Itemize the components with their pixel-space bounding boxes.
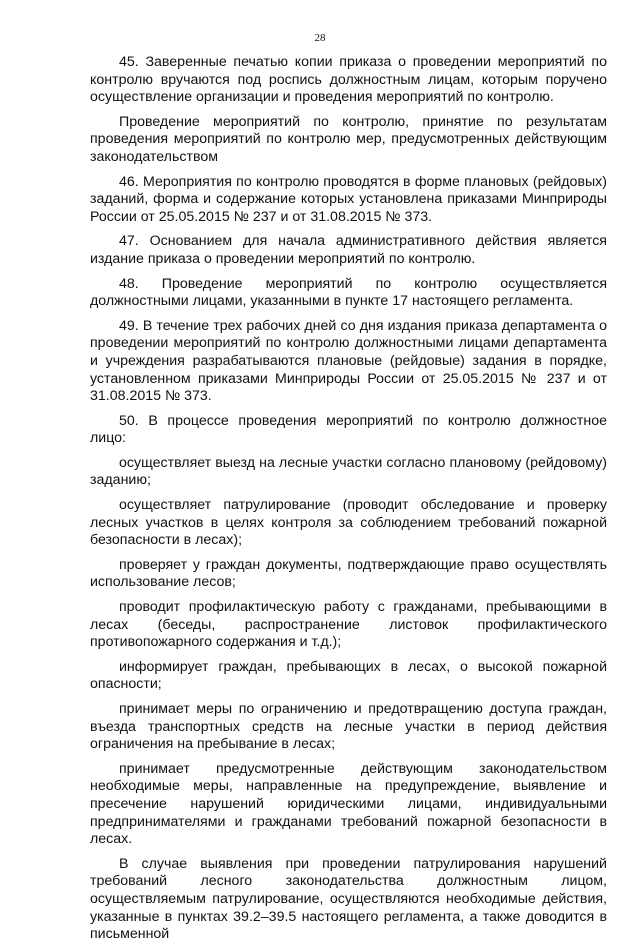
paragraph-49: 49. В течение трех рабочих дней со дня издания приказа департамента о проведении мероприятий по контролю должностными лицами департамента и учреждения разрабатываются плановые (рейдовые) задания в порядке, установленном приказами Минприроды России от 25.05.2015 № 237 и от 31.08.2015 № 373. [90, 317, 607, 405]
paragraph-48: 48. Проведение мероприятий по контролю осуществляется должностными лицами, указанными в пункте 17 настоящего регламента. [90, 275, 607, 310]
page-number: 28 [314, 32, 326, 44]
list-item-violation-measures: принимает предусмотренные действующим законодательством необходимые меры, направленные на предупреждение, выявление и пресечение нарушений юридическими лицами, индивидуальными предпринимателями и гражданами требований пожарной безопасности в лесах. [90, 760, 607, 848]
list-item-field-trip: осуществляет выезд на лесные участки согласно плановому (рейдовому) заданию; [90, 454, 607, 489]
list-item-access-restriction: принимает меры по ограничению и предотвращению доступа граждан, въезда транспортных средств на лесные участки в период действия ограничения на пребывание в лесах; [90, 701, 607, 753]
paragraph-47: 47. Основанием для начала административного действия является издание приказа о проведении мероприятий по контролю. [90, 233, 607, 267]
list-item-patrolling: осуществляет патрулирование (проводит обследование и проверку лесных участков в целях контроля за соблюдением требований пожарной безопасности в лесах); [90, 497, 607, 549]
paragraph-46: 46. Мероприятия по контролю проводятся в форме плановых (рейдовых) заданий, форма и содержание которых установлена приказами Минприроды России от 25.05.2015 № 237 и от 31.08.2015 № 373. [90, 173, 607, 225]
list-item-prevention-work: проводит профилактическую работу с гражданами, пребывающими в лесах (беседы, распространение листовок профилактического противопожарного содержания и т.д.); [90, 599, 607, 651]
paragraph-50: 50. В процессе проведения мероприятий по контролю должностное лицо: [90, 412, 607, 447]
document-body [90, 54, 607, 951]
paragraph-violations-detected: В случае выявления при проведении патрулирования нарушений требований лесного законодательства должностным лицом, осуществляемым патрулирование, осуществляются необходимые действия, указанные в пунктах 39.2–39.5 настоящего регламента, а также доводится в письменной [90, 855, 607, 943]
list-item-fire-danger-info: информирует граждан, пребывающих в лесах, о высокой пожарной опасности; [90, 658, 607, 693]
list-item-document-check: проверяет у граждан документы, подтверждающие право осуществлять использование лесов; [90, 556, 607, 591]
paragraph-45: 45. Заверенные печатью копии приказа о проведении мероприятий по контролю вручаются под роспись должностным лицам, которым поручено осуществление организации и проведения мероприятий по контролю. [90, 54, 607, 106]
paragraph-section-heading: Проведение мероприятий по контролю, принятие по результатам проведения мероприятий по контролю мер, предусмотренных действующим законодательством [90, 113, 607, 165]
